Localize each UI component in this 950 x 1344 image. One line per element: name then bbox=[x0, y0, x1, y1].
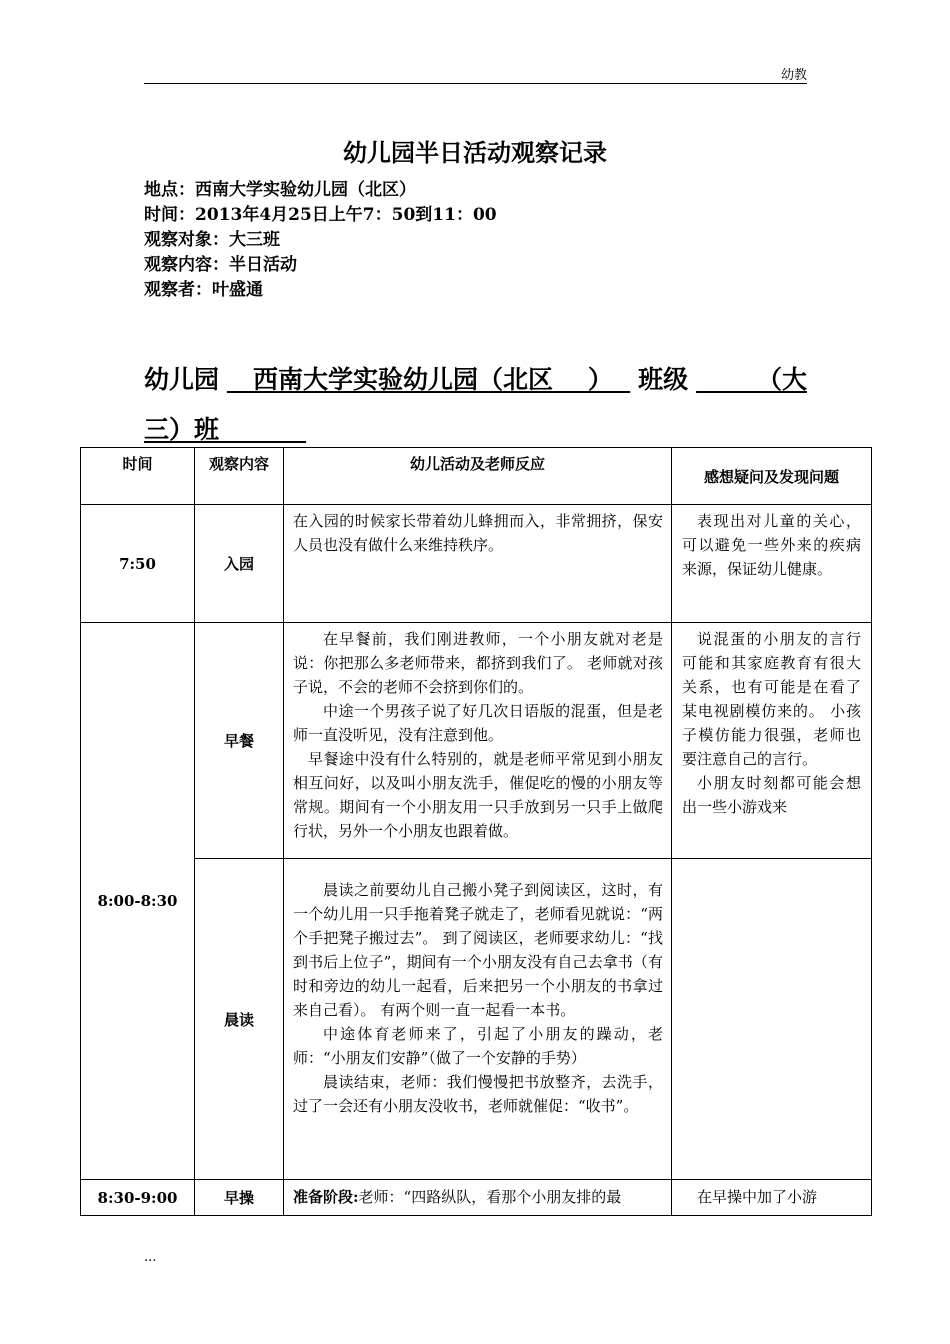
note-paragraph: 说混蛋的小朋友的言行可能和其家庭教育有很大关系，也有可能是在看了某电视剧模仿来的。 小孩子模仿能力很强，老师也要注意自己的言行。 bbox=[682, 630, 861, 768]
header-time: 时间 bbox=[81, 448, 195, 505]
table-row bbox=[81, 1180, 872, 1216]
info-block bbox=[144, 178, 497, 303]
info-subject: 观察对象：大三班 bbox=[144, 230, 280, 250]
row-content: 入园 bbox=[195, 505, 284, 623]
row-notes bbox=[672, 1180, 872, 1216]
header-activity: 幼儿活动及老师反应 bbox=[284, 448, 672, 505]
class-value-cont: 三）班 bbox=[144, 415, 220, 444]
table-row bbox=[81, 859, 872, 1180]
activity-paragraph: 中途一个男孩子说了好几次日语版的混蛋，但是老师一直没听见，没有注意到他。 bbox=[293, 702, 663, 744]
row-activity bbox=[284, 623, 672, 859]
class-label: 班级 bbox=[638, 365, 689, 394]
info-place: 地点：西南大学实验幼儿园（北区） bbox=[144, 180, 416, 200]
table-row bbox=[81, 505, 872, 623]
header-content: 观察内容 bbox=[195, 448, 284, 505]
document-title: 幼儿园半日活动观察记录 bbox=[343, 138, 607, 167]
row-content: 晨读 bbox=[195, 859, 284, 1180]
kindergarten-class-line bbox=[144, 355, 807, 455]
activity-paragraph: 晨读之前要幼儿自己搬小凳子到阅读区，这时，有一个幼儿用一只手拖着凳子就走了，老师看见就说：“两个手把凳子搬过去”。 到了阅读区，老师要求幼儿：“找到书后上位子”，期间有一个小朋友没有自己去拿书（有时和旁边的幼儿一起看，后来把另一个小朋友的书拿过来自己看）。 有两个则一直一起看一本书。 bbox=[293, 881, 663, 1019]
activity-text: 老师：“四路纵队，看那个小朋友排的最 bbox=[358, 1188, 622, 1206]
row-notes bbox=[672, 505, 872, 623]
activity-paragraph: 在早餐前，我们刚进教师，一个小朋友就对老是说：你把那么多老师带来，都挤到我们了。 老师就对孩子说，不会的老师不会挤到你们的。 bbox=[293, 630, 663, 696]
row-content: 早操 bbox=[195, 1180, 284, 1216]
table-row bbox=[81, 623, 872, 859]
info-observer: 观察者：叶盛通 bbox=[144, 280, 263, 300]
row-time: 7:50 bbox=[81, 505, 195, 623]
activity-lead: 准备阶段: bbox=[293, 1188, 359, 1206]
activity-paragraph: 中途体育老师来了，引起了小朋友的躁动，老师：“小朋友们安静”（做了一个安静的手势） bbox=[293, 1025, 663, 1067]
info-time: 时间：2013年4月25日上午7：50到11：00 bbox=[144, 205, 497, 225]
header-tag: 幼教 bbox=[780, 68, 807, 83]
class-value: （大 bbox=[696, 365, 807, 394]
note-paragraph: 在早操中加了小游 bbox=[697, 1188, 818, 1206]
class-value-tail bbox=[219, 415, 306, 444]
header-rule bbox=[144, 83, 807, 84]
row-activity bbox=[284, 505, 672, 623]
activity-paragraph: 在入园的时候家长带着幼儿蜂拥而入，非常拥挤，保安人员也没有做什么来维持秩序。 bbox=[293, 512, 663, 554]
row-notes bbox=[672, 623, 872, 859]
kindergarten-label: 幼儿园 bbox=[144, 365, 220, 394]
row-time: 8:00-8:30 bbox=[81, 623, 195, 1180]
table-header-row bbox=[81, 448, 872, 505]
row-content: 早餐 bbox=[195, 623, 284, 859]
note-paragraph: 表现出对儿童的关心，可以避免一些外来的疾病来源，保证幼儿健康。 bbox=[682, 512, 861, 578]
row-notes bbox=[672, 859, 872, 1180]
activity-paragraph: 晨读结束，老师：我们慢慢把书放整齐，去洗手，过了一会还有小朋友没收书，老师就催促：“收书”。 bbox=[293, 1073, 663, 1115]
observation-table bbox=[80, 447, 872, 1216]
kindergarten-name: 西南大学实验幼儿园（北区 ） bbox=[226, 365, 631, 394]
row-time: 8:30-9:00 bbox=[81, 1180, 195, 1216]
row-activity bbox=[284, 1180, 672, 1216]
footer-dots: ... bbox=[144, 1250, 157, 1265]
note-paragraph: 小朋友时刻都可能会想出一些小游戏来 bbox=[682, 774, 861, 816]
activity-paragraph: 早餐途中没有什么特别的，就是老师平常见到小朋友相互问好，以及叫小朋友洗手，催促吃的慢的小朋友等常规。期间有一个小朋友用一只手放到另一只手上做爬行状，另外一个小朋友也跟着做。 bbox=[293, 750, 663, 840]
row-activity bbox=[284, 859, 672, 1180]
info-content: 观察内容：半日活动 bbox=[144, 255, 297, 275]
header-notes: 感想疑问及发现问题 bbox=[672, 448, 872, 505]
